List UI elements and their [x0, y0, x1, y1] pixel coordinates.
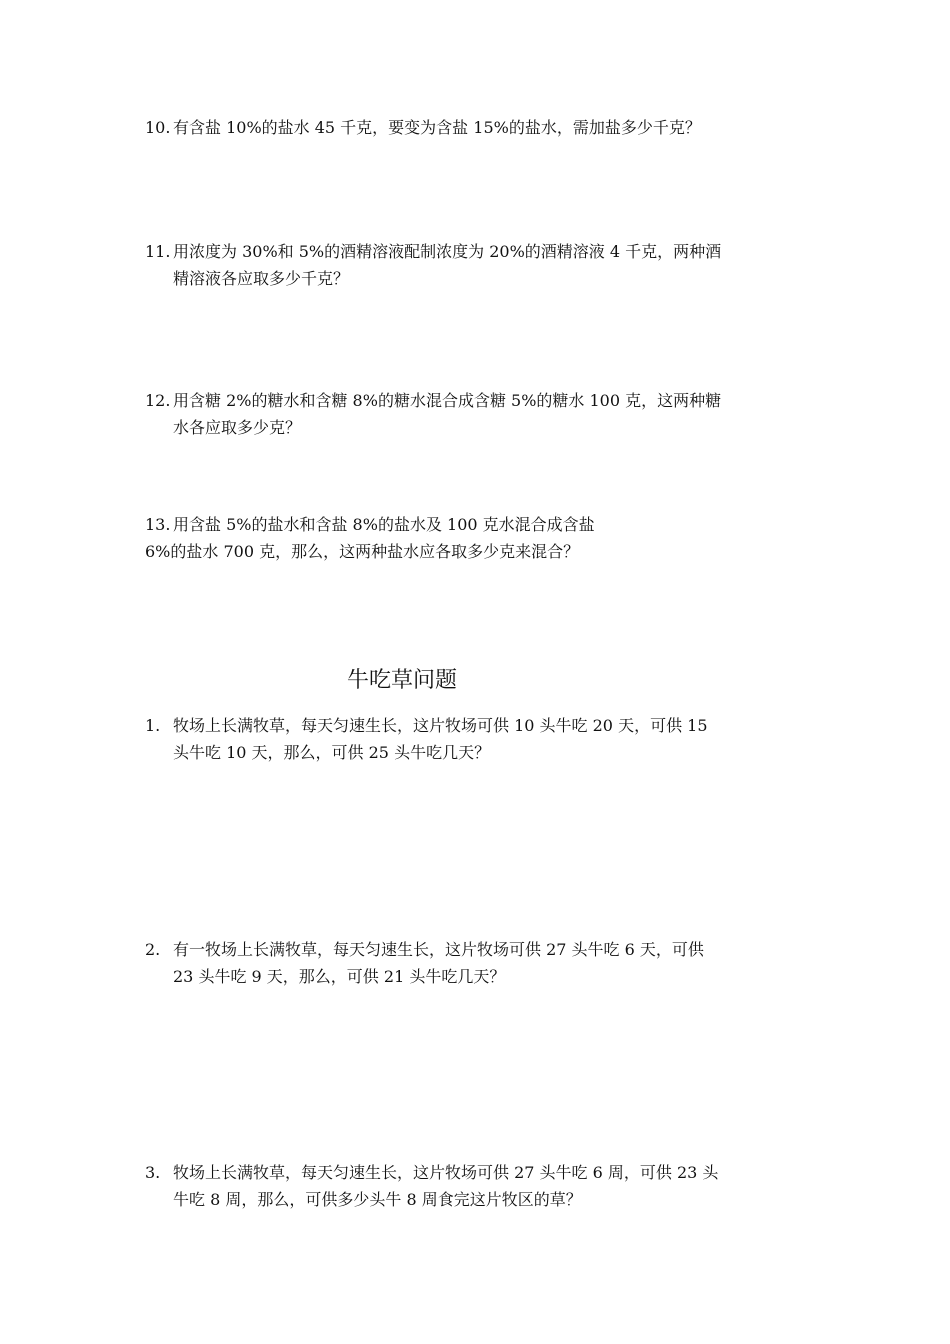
question-text-continued: 精溶液各应取多少千克？	[173, 269, 350, 288]
question-number: 12.	[145, 391, 171, 410]
question-number: 11.	[145, 242, 171, 261]
question-text-continued: 6%的盐水 700 克，那么，这两种盐水应各取多少克来混合？	[145, 542, 580, 561]
grass-question-3	[145, 1159, 810, 1213]
question-number: 3.	[145, 1163, 161, 1182]
question-text: 用含糖 2%的糖水和含糖 8%的糖水混合成含糖 5%的糖水 100 克，这两种糖	[173, 391, 722, 410]
question-line	[145, 936, 810, 963]
question-line	[145, 511, 810, 538]
question-10	[145, 114, 810, 141]
question-number: 1.	[145, 716, 161, 735]
grass-question-2	[145, 936, 810, 990]
question-13	[145, 511, 810, 565]
question-text-continued: 牛吃 8 周，那么，可供多少头牛 8 周食完这片牧区的草？	[173, 1190, 582, 1209]
question-number: 13.	[145, 515, 171, 534]
question-line	[145, 114, 810, 141]
question-text: 有一牧场上长满牧草，每天匀速生长，这片牧场可供 27 头牛吃 6 天，可供	[173, 940, 704, 959]
grass-question-1	[145, 712, 810, 766]
question-text: 牧场上长满牧草，每天匀速生长，这片牧场可供 27 头牛吃 6 周，可供 23 头	[173, 1163, 719, 1182]
question-12	[145, 387, 810, 441]
question-text: 牧场上长满牧草，每天匀速生长，这片牧场可供 10 头牛吃 20 天，可供 15	[173, 716, 708, 735]
question-line	[145, 387, 810, 414]
question-text-continued: 头牛吃 10 天，那么，可供 25 头牛吃几天？	[173, 743, 491, 762]
question-number: 2.	[145, 940, 161, 959]
question-text: 用浓度为 30%和 5%的酒精溶液配制浓度为 20%的酒精溶液 4 千克，两种酒	[173, 242, 722, 261]
question-number: 10.	[145, 118, 171, 137]
question-line	[145, 238, 810, 265]
question-line	[145, 712, 810, 739]
question-line	[145, 1159, 810, 1186]
question-text-continued: 23 头牛吃 9 天，那么，可供 21 头牛吃几天？	[173, 967, 506, 986]
question-text: 用含盐 5%的盐水和含盐 8%的盐水及 100 克水混合成含盐	[173, 515, 595, 534]
section-title: 牛吃草问题	[347, 668, 458, 693]
question-11	[145, 238, 810, 292]
question-text-continued: 水各应取多少克？	[173, 418, 302, 437]
question-text: 有含盐 10%的盐水 45 千克，要变为含盐 15%的盐水，需加盐多少千克？	[173, 118, 701, 137]
